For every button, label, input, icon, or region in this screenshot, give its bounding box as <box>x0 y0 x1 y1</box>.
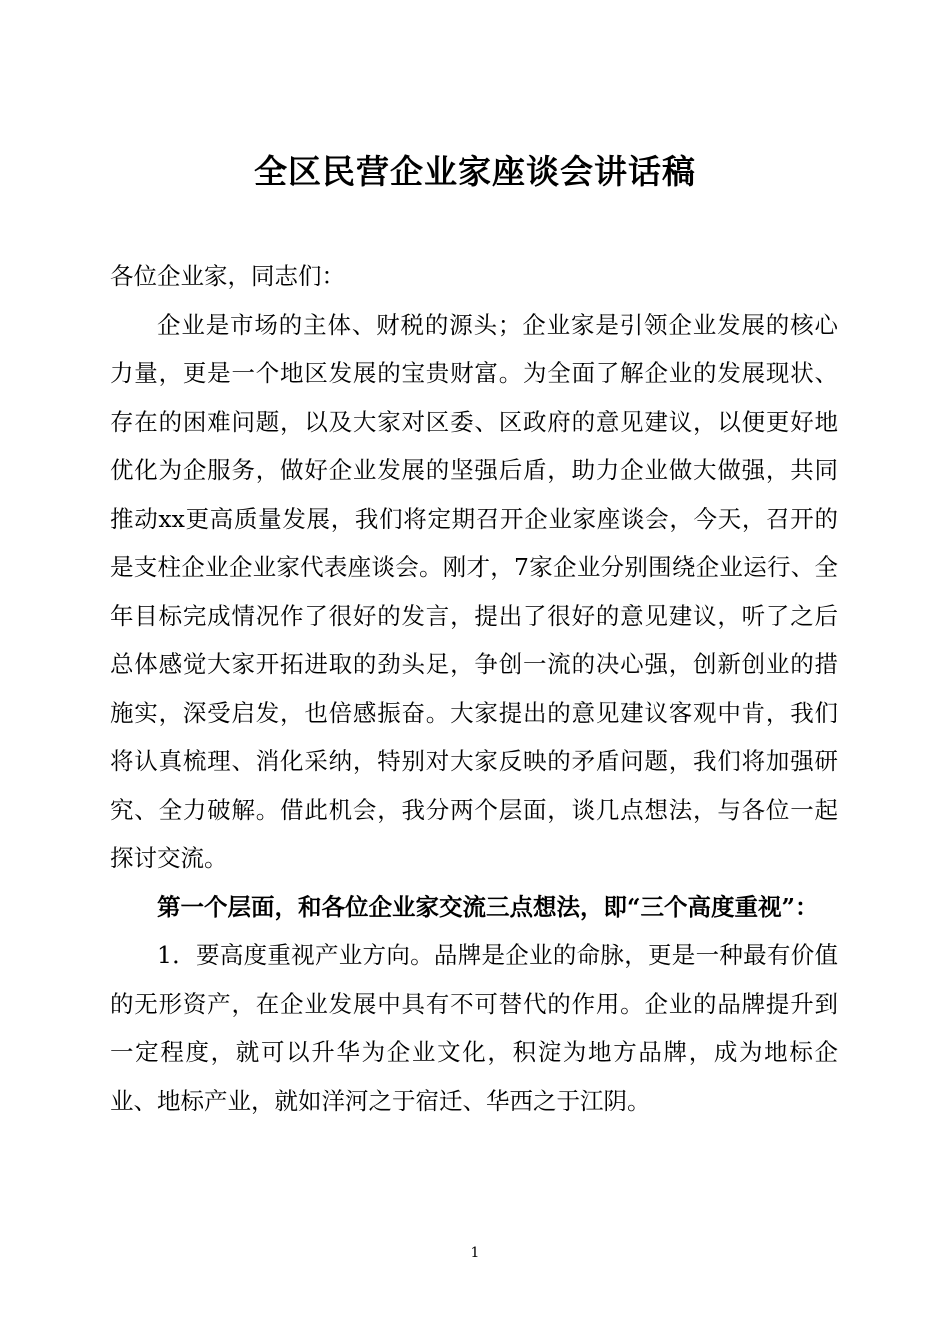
point-label: 1．要高度重视产业方向。 <box>157 941 434 969</box>
page-number: 1 <box>470 1245 480 1261</box>
document-body <box>110 252 838 1125</box>
section-heading: 第一个层面，和各位企业家交流三点想法，即“三个高度重视”： <box>157 892 819 921</box>
salutation: 各位企业家，同志们： <box>110 262 345 290</box>
point-paragraph <box>110 931 838 1125</box>
point-text: 品牌是企业的命脉，更是一种最有价值的无形资产，在企业发展中具有不可替代的作用。企业的品牌提升到一定程度，就可以升华为企业文化，积淀为地方品牌，成为地标企业、地标产业，就如洋河之于宿迁、华西之于江阴。 <box>110 941 839 1115</box>
body-paragraph: 企业是市场的主体、财税的源头；企业家是引领企业发展的核心力量，更是一个地区发展的宝贵财富。为全面了解企业的发展现状、存在的困难问题，以及大家对区委、区政府的意见建议，以便更好地优化为企服务，做好企业发展的坚强后盾，助力企业做大做强，共同推动xx更高质量发展，我们将定期召开企业家座谈会，今天，召开的是支柱企业企业家代表座谈会。刚才，7家企业分别围绕企业运行、全年目标完成情况作了很好的发言，提出了很好的意见建议，听了之后总体感觉大家开拓进取的劲头足，争创一流的决心强，创新创业的措施实，深受启发，也倍感振奋。大家提出的意见建议客观中肯，我们将认真梳理、消化采纳，特别对大家反映的矛盾问题，我们将加强研究、全力破解。借此机会，我分两个层面，谈几点想法，与各位一起探讨交流。 <box>110 310 838 872</box>
document-title: 全区民营企业家座谈会讲话稿 <box>254 152 696 191</box>
